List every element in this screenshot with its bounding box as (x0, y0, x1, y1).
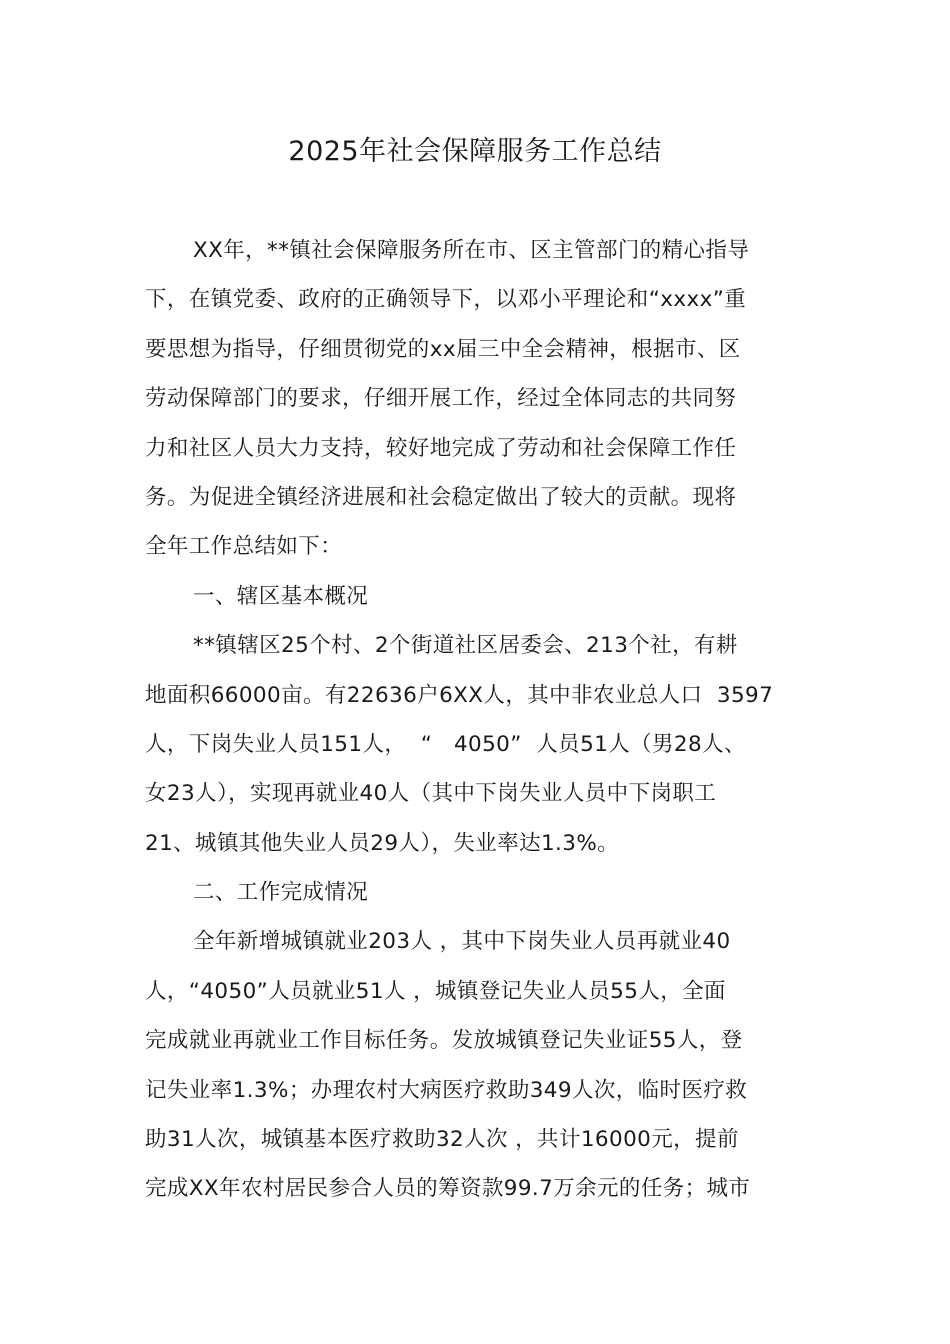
paragraph-line: 完成就业再就业工作目标任务。发放城镇登记失业证55人，登 (145, 1028, 743, 1054)
paragraph-line: 要思想为指导，仔细贯彻党的xx届三中全会精神，根据市、区 (145, 336, 741, 362)
paragraph-line: 完成XX年农村居民参合人员的筹资款99.7万余元的任务；城市 (145, 1176, 751, 1202)
paragraph-line: 人，“4050”人员就业51人 ，城镇登记失业人员55人，全面 (145, 978, 726, 1004)
paragraph-line: 地面积66000亩。有22636户6XX人，其中非农业总人口 3597 (145, 682, 774, 708)
paragraph-line: XX年，**镇社会保障服务所在市、区主管部门的精心指导 (193, 238, 750, 263)
paragraph-line: 女23人），实现再就业40人（其中下岗失业人员中下岗职工 (145, 781, 717, 807)
section-heading: 一、辖区基本概况 (193, 583, 369, 609)
document-body (145, 226, 845, 1214)
paragraph-line: 劳动保障部门的要求，仔细开展工作，经过全体同志的共同努 (145, 386, 737, 412)
paragraph-line: 21、城镇其他失业人员29人），失业率达1.3%。 (145, 830, 620, 856)
paragraph-line: 记失业率1.3%；办理农村大病医疗救助349人次，临时医疗救 (145, 1077, 748, 1103)
paragraph-line: 力和社区人员大力支持，较好地完成了劳动和社会保障工作任 (145, 435, 737, 461)
paragraph-line: 下，在镇党委、政府的正确领导下，以邓小平理论和“xxxx”重 (145, 287, 747, 313)
paragraph-line: 人，下岗失业人员151人， “ 4050” 人员51人（男28人、 (145, 731, 746, 757)
paragraph-line: 务。为促进全镇经济进展和社会稳定做出了较大的贡献。现将 (145, 484, 737, 510)
section-heading: 二、工作完成情况 (193, 880, 369, 906)
paragraph-line: 全年工作总结如下： (145, 534, 343, 560)
paragraph-line: 助31人次，城镇基本医疗救助32人次 ，共计16000元，提前 (145, 1127, 739, 1153)
paragraph-line: 全年新增城镇就业203人 ，其中下岗失业人员再就业40 (193, 929, 731, 955)
paragraph-line: **镇辖区25个村、2个街道社区居委会、213个社，有耕 (193, 633, 738, 659)
document-title: 2025年社会保障服务工作总结 (288, 136, 662, 167)
